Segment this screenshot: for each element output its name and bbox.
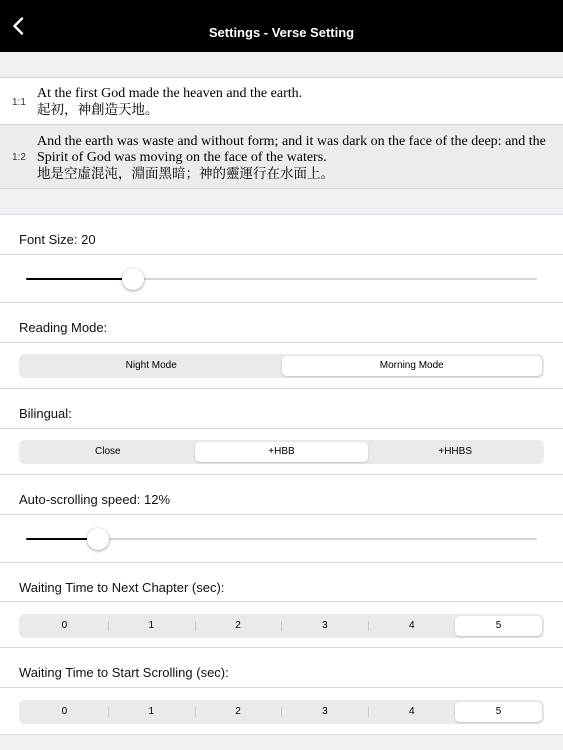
segment-option[interactable]: 4 [368,616,455,636]
font-size-slider-thumb[interactable] [122,268,144,290]
verse-chinese: 起初，神創造天地。 [37,102,159,118]
segment-option[interactable]: 1 [108,616,195,636]
font-size-slider-fill [26,278,133,280]
font-size-slider[interactable] [26,278,537,280]
segment-option[interactable]: Night Mode [125,360,177,371]
segment-option[interactable]: 5 [455,702,542,722]
segment-option[interactable]: +HBB [195,442,369,462]
segment-option[interactable]: 3 [281,616,368,636]
verse-text [37,86,553,118]
verse-row[interactable] [0,78,563,125]
next-chapter-wait-label: Waiting Time to Next Chapter (sec): [19,580,225,595]
navigation-bar [0,0,563,52]
auto-scroll-slider-thumb[interactable] [87,528,109,550]
verse-chinese: 地是空虛混沌，淵面黑暗；神的靈運行在水面上。 [37,166,334,182]
chevron-left-icon [12,17,24,35]
auto-scroll-row [0,514,563,562]
next-chapter-wait-header [0,562,563,602]
page-title: Settings - Verse Setting [208,25,355,40]
segment-option[interactable]: 5 [455,616,542,636]
bilingual-row [0,428,563,474]
reading-mode-header [0,302,563,342]
segment-option[interactable]: +HHBS [438,446,472,457]
start-scroll-wait-header [0,647,563,687]
next-chapter-wait-row [0,601,563,647]
segment-option[interactable]: 3 [281,702,368,722]
auto-scroll-header [0,474,563,514]
segment-option[interactable]: 0 [61,620,68,631]
segment-option[interactable]: Close [95,446,121,457]
auto-scroll-label: Auto-scrolling speed: 12% [19,492,171,507]
reading-mode-row [0,342,563,388]
font-size-header [0,214,563,254]
segment-option[interactable]: 1 [108,702,195,722]
start-scroll-wait-control[interactable] [19,700,544,724]
segment-option[interactable]: Morning Mode [282,356,543,376]
verse-number: 1:2 [12,152,26,163]
verse-english: At the first God made the heaven and the earth. [37,86,303,101]
back-button[interactable] [6,14,30,38]
reading-mode-label: Reading Mode: [19,320,108,335]
segment-option[interactable]: 2 [195,702,282,722]
start-scroll-wait-row [0,687,563,734]
segment-option[interactable]: 0 [61,706,68,717]
font-size-row [0,254,563,302]
segment-option[interactable]: 4 [368,702,455,722]
start-scroll-wait-label: Waiting Time to Start Scrolling (sec): [19,665,229,680]
font-size-label: Font Size: 20 [19,232,96,247]
auto-scroll-slider[interactable] [26,538,537,540]
verse-preview [0,77,563,189]
reading-mode-control[interactable] [19,354,544,378]
next-chapter-wait-control[interactable] [19,614,544,638]
bilingual-control[interactable] [19,440,544,464]
verse-number: 1:1 [12,97,26,108]
segment-option[interactable]: 2 [195,616,282,636]
divider [0,734,563,735]
bilingual-label: Bilingual: [19,406,72,421]
verse-row-highlighted[interactable] [0,125,563,188]
verse-english: And the earth was waste and without form; and it was dark on the face of the deep: and the Spirit of God was moving on the face of the waters. [37,134,546,165]
bilingual-header [0,388,563,428]
verse-text [37,134,553,182]
